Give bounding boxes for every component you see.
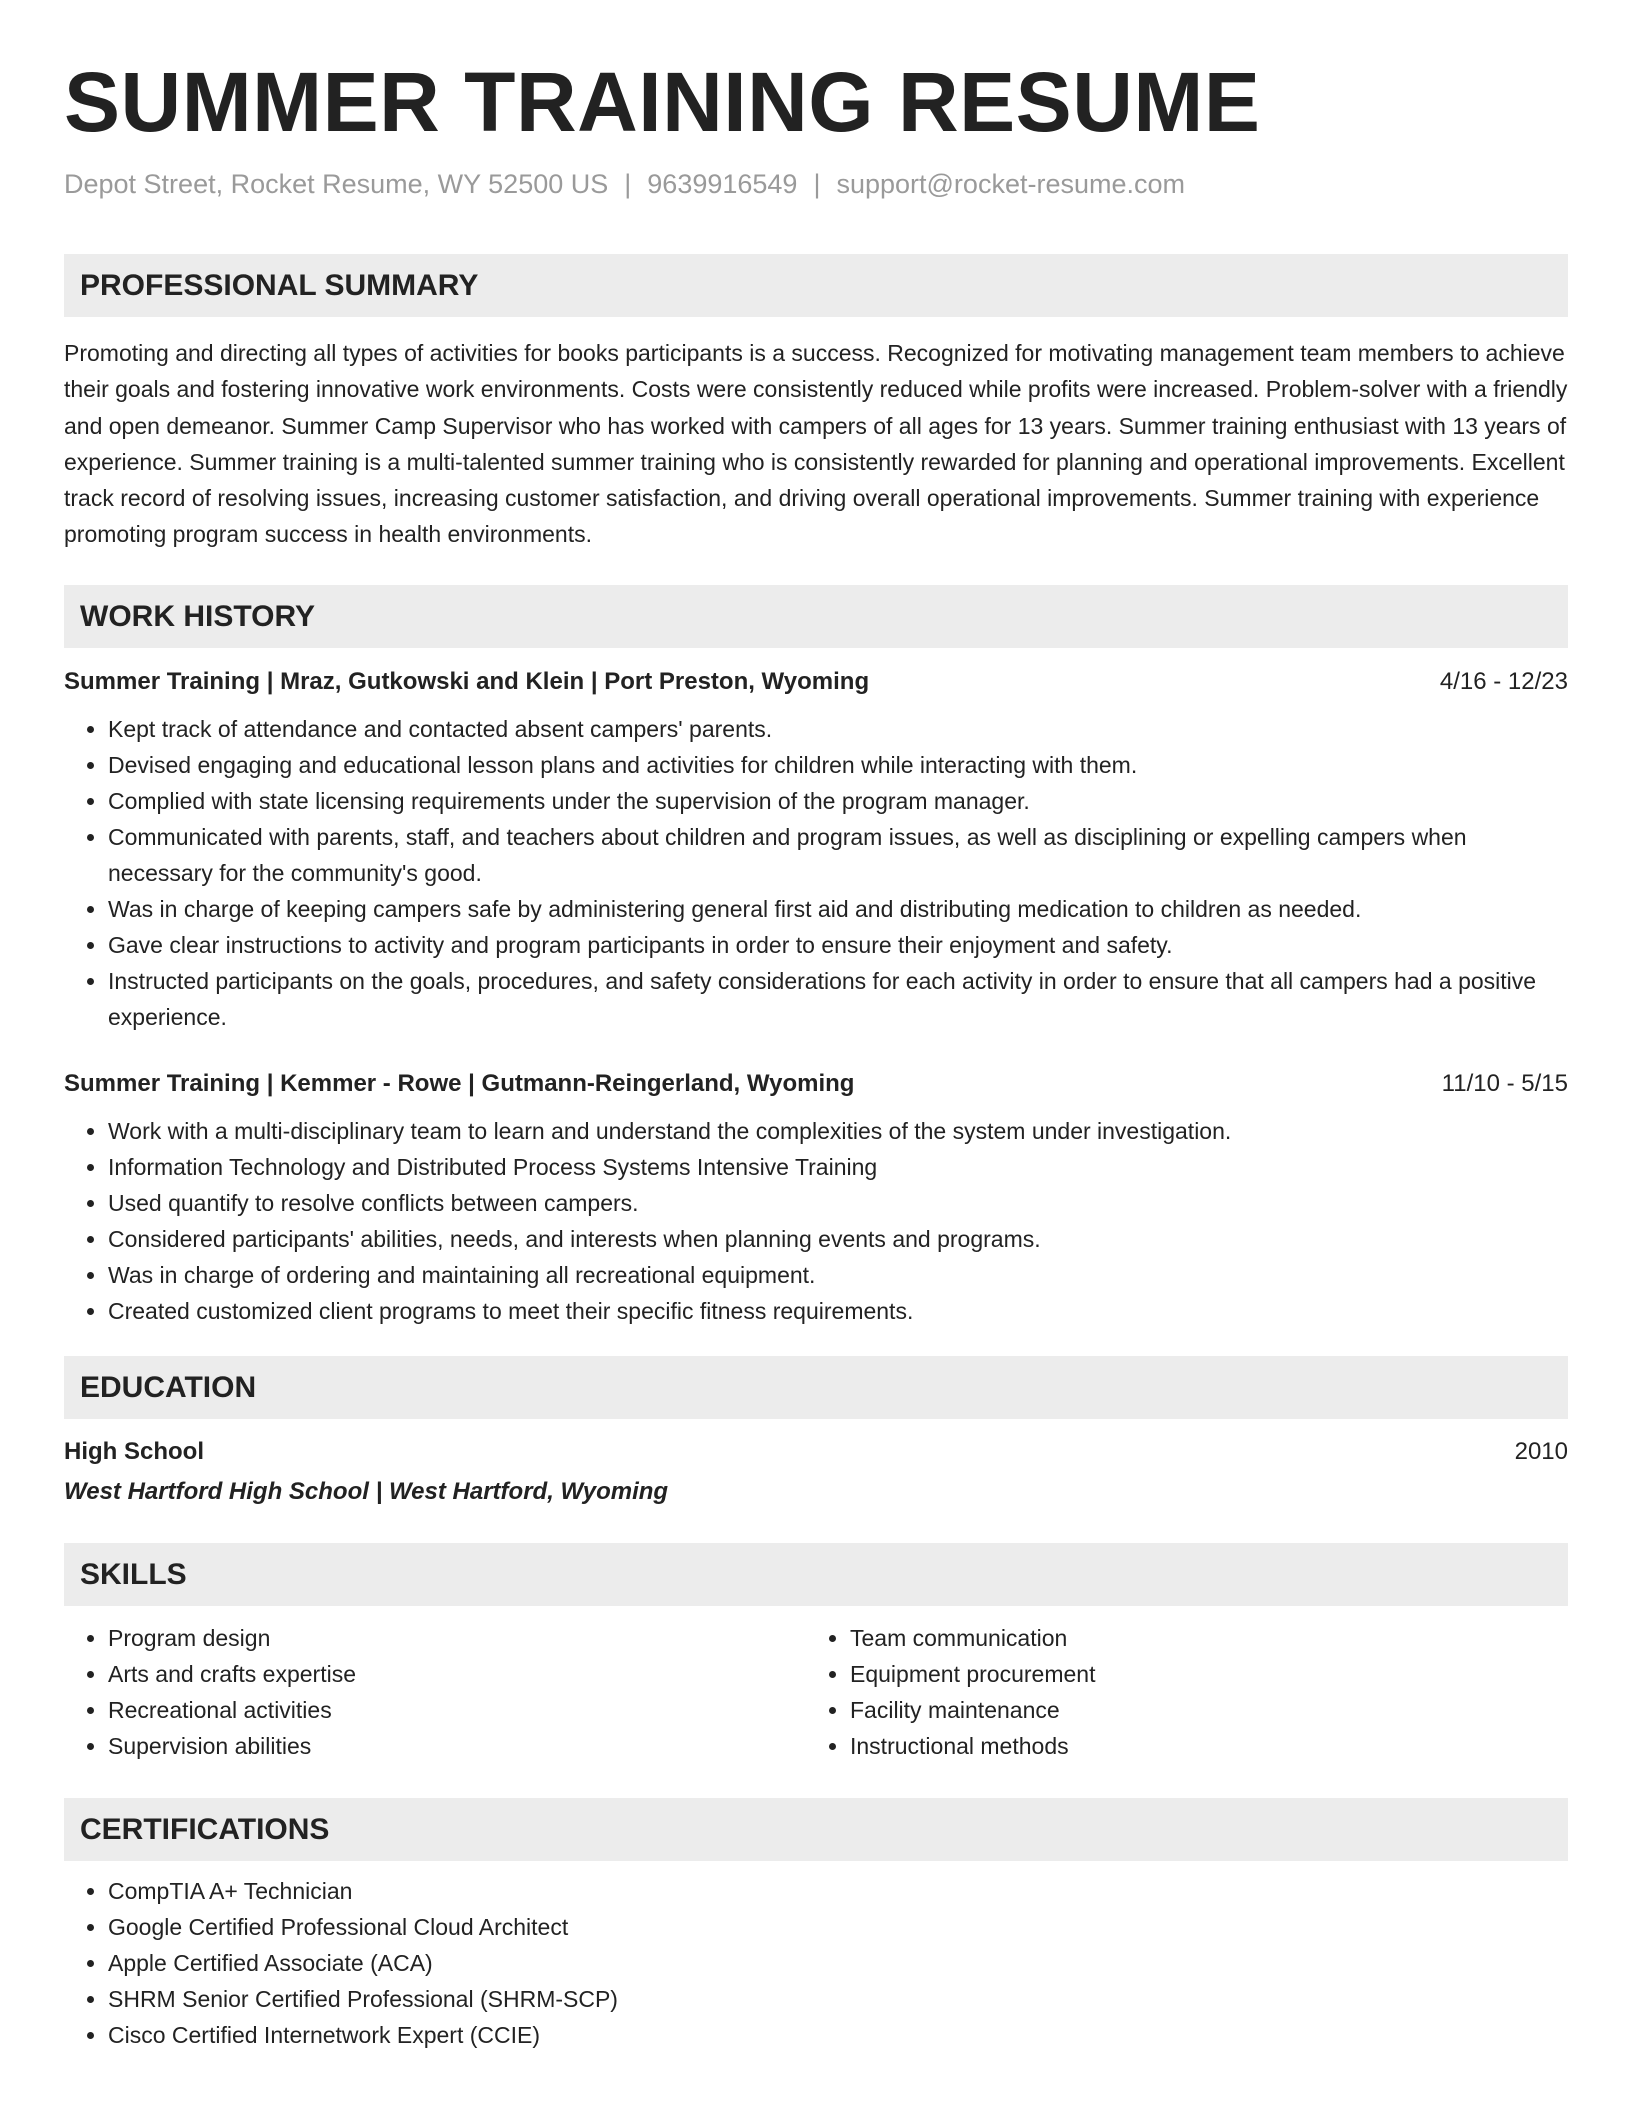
education-degree: High School [64, 1437, 204, 1465]
job-bullet: • Complied with state licensing requirements under the supervision of the program manager. [108, 783, 1568, 819]
certification-item: • Apple Certified Associate (ACA) [108, 1945, 1568, 1981]
job-bullet: • Created customized client programs to meet their specific fitness requirements. [108, 1293, 1568, 1329]
job-bullet: • Instructed participants on the goals, procedures, and safety considerations for each activity in order to ensure that all campers had a positive experience. [108, 963, 1568, 1035]
section-header-work-history: WORK HISTORY [64, 585, 1568, 648]
skill-item: • Equipment procurement [850, 1656, 1548, 1692]
education-school: West Hartford High School | West Hartford, Wyoming [64, 1477, 669, 1505]
contact-separator: | [813, 169, 821, 199]
contact-email: support@rocket-resume.com [836, 169, 1185, 199]
skill-item: • Recreational activities [108, 1692, 806, 1728]
skill-item: • Instructional methods [850, 1728, 1548, 1764]
contact-separator: | [624, 169, 632, 199]
job-bullet: • Gave clear instructions to activity and program participants in order to ensure their enjoyment and safety. [108, 927, 1568, 963]
job-bullet: • Communicated with parents, staff, and teachers about children and program issues, as well as disciplining or expelling campers when necessary for the community's good. [108, 819, 1568, 891]
contact-line [64, 166, 1568, 202]
resume-title: SUMMER TRAINING RESUME [64, 55, 1261, 149]
job-dates: 4/16 - 12/23 [1439, 667, 1568, 695]
job-bullet: • Used quantify to resolve conflicts between campers. [108, 1185, 1568, 1221]
summary-text: Promoting and directing all types of activities for books participants is a success. Recognized for motivating management team members to achieve their goals and fostering innovative work environments. Costs were consistently reduced while profits were increased. Problem-solver with a friendly and open demeanor. Summer Camp Supervisor who has worked with campers of all ages for 13 years. Summer training enthusiast with 13 years of experience. Summer training is a multi-talented summer training who is consistently rewarded for planning and operational improvements. Excellent track record of resolving issues, increasing customer satisfaction, and driving overall operational improvements. Summer training with experience promoting program success in health environments. [64, 340, 1568, 548]
certification-item: • Google Certified Professional Cloud Architect [108, 1909, 1568, 1945]
skills-grid [64, 1620, 1568, 1764]
job-bullet: • Considered participants' abilities, needs, and interests when planning events and programs. [108, 1221, 1568, 1257]
job-heading-row [64, 1067, 1568, 1101]
job-bullets [64, 711, 1568, 1035]
skill-item: • Arts and crafts expertise [108, 1656, 806, 1692]
resume-page [64, 0, 1568, 2053]
skill-item: • Program design [108, 1620, 806, 1656]
skills-column-left [64, 1620, 806, 1764]
job-entry [64, 665, 1568, 1035]
job-heading-row [64, 665, 1568, 699]
job-bullet: • Was in charge of keeping campers safe by administering general first aid and distributing medication to children as needed. [108, 891, 1568, 927]
job-dates: 11/10 - 5/15 [1441, 1069, 1568, 1097]
job-bullet: • Devised engaging and educational lesson plans and activities for children while interacting with them. [108, 747, 1568, 783]
skill-item: • Supervision abilities [108, 1728, 806, 1764]
section-header-certifications: CERTIFICATIONS [64, 1798, 1568, 1861]
section-header-summary: PROFESSIONAL SUMMARY [64, 254, 1568, 317]
contact-phone: 9639916549 [647, 169, 798, 199]
skills-column-right [806, 1620, 1548, 1764]
job-bullets [64, 1113, 1568, 1329]
education-row [64, 1435, 1568, 1469]
job-bullet: • Information Technology and Distributed Process Systems Intensive Training [108, 1149, 1568, 1185]
job-bullet: • Kept track of attendance and contacted absent campers' parents. [108, 711, 1568, 747]
job-heading: Summer Training | Mraz, Gutkowski and Klein | Port Preston, Wyoming [64, 667, 870, 695]
job-heading: Summer Training | Kemmer - Rowe | Gutmann-Reingerland, Wyoming [64, 1069, 855, 1097]
job-bullet: • Was in charge of ordering and maintaining all recreational equipment. [108, 1257, 1568, 1293]
job-bullet: • Work with a multi-disciplinary team to learn and understand the complexities of the system under investigation. [108, 1113, 1568, 1149]
section-header-education: EDUCATION [64, 1356, 1568, 1419]
certifications-list [64, 1873, 1568, 2053]
skill-item: • Team communication [850, 1620, 1548, 1656]
certification-item: • CompTIA A+ Technician [108, 1873, 1568, 1909]
education-year: 2010 [1514, 1437, 1568, 1465]
section-header-skills: SKILLS [64, 1543, 1568, 1606]
certification-item: • SHRM Senior Certified Professional (SHRM-SCP) [108, 1981, 1568, 2017]
skill-item: • Facility maintenance [850, 1692, 1548, 1728]
job-entry [64, 1067, 1568, 1329]
certification-item: • Cisco Certified Internetwork Expert (CCIE) [108, 2017, 1568, 2053]
contact-address: Depot Street, Rocket Resume, WY 52500 US [64, 169, 609, 199]
